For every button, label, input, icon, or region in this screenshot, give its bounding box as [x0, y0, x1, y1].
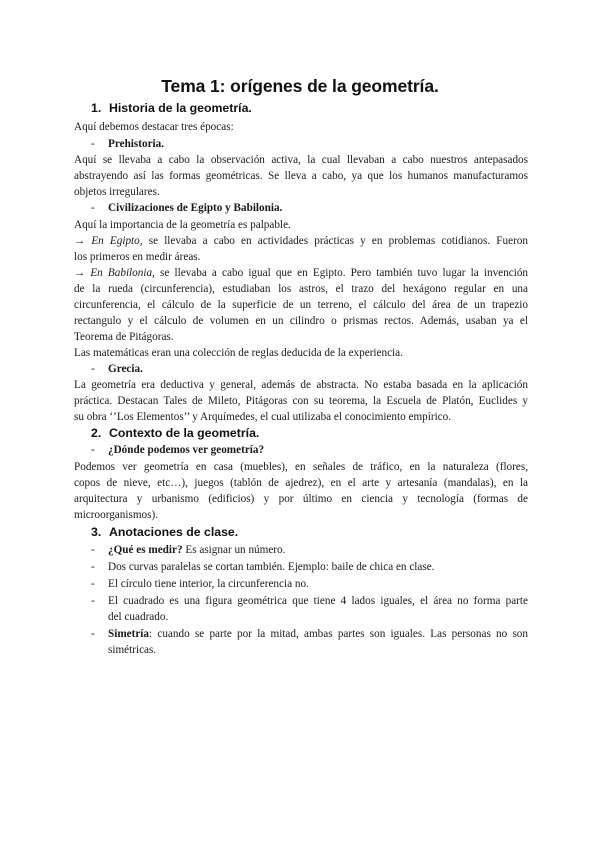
bullet-dash: - — [91, 202, 95, 214]
bullet-item — [91, 594, 108, 608]
paragraph-line: su obra ‘’Los Elementos’’ y Arquímedes, el cual utilizaba el conocimiento empírico. — [74, 411, 452, 423]
bullet-dash: - — [91, 595, 95, 607]
bullet-item — [91, 543, 285, 557]
bullet-label: Simetría — [108, 628, 150, 640]
section-3-heading — [91, 525, 238, 539]
bullet-item — [91, 560, 434, 574]
section-title: Anotaciones de clase. — [109, 525, 239, 539]
paragraph-line: objetos irregulares. — [74, 186, 160, 198]
paragraph-line: de la rueda (circunferencia), estudiaban los astros, el trazo del hexágono regular en una — [74, 283, 528, 295]
bullet-label: Civilizaciones de Egipto y Babilonia. — [108, 202, 283, 214]
paragraph-line: los primeros en medir áreas. — [74, 251, 201, 263]
paragraph-line: copos de nieve, etc…), juegos (tablón de ajedrez), en el arte y artesanía (mandalas), en la — [74, 477, 528, 489]
text-span: El círculo tiene interior, la circunferencia no. — [108, 578, 309, 590]
text-span: se llevaba a cabo en actividades prácticas y en problemas cotidianos. Fueron — [142, 235, 528, 247]
bullet-dash: - — [91, 363, 95, 375]
bullet-line — [108, 627, 528, 641]
emphasis: En Egipto, — [91, 235, 143, 247]
paragraph-line: Las matemáticas eran una colección de reglas deducida de la experiencia. — [74, 347, 403, 359]
bullet-dash: - — [91, 444, 95, 456]
page-title: Tema 1: orígenes de la geometría. — [161, 76, 439, 96]
section-1-heading — [91, 101, 252, 115]
bullet-line: del cuadrado. — [108, 611, 169, 623]
bullet-dash: - — [91, 544, 95, 556]
paragraph-line — [74, 266, 528, 280]
bullet-item — [91, 137, 164, 151]
section-number: 2. — [91, 426, 102, 440]
paragraph-line: abstrayendo así las formas geométricas. Se lleva a cabo, ya que los humanos manufacturamos — [74, 170, 528, 182]
section-number: 3. — [91, 525, 102, 539]
bullet-line: El cuadrado es una figura geométrica que tiene 4 lados iguales, el área no forma parte — [108, 595, 528, 607]
paragraph-line: Teorema de Pitágoras. — [74, 331, 174, 343]
arrow-icon: → — [74, 267, 86, 279]
section-2-heading — [91, 426, 259, 440]
section-title: Historia de la geometría. — [109, 101, 252, 115]
emphasis: En Babilonia, — [90, 267, 155, 279]
paragraph-line: arquitectura y urbanismo (edificios) y por último en ciencia y tecnología (formas de — [74, 493, 528, 505]
paragraph-line: rectangulo y el cálculo de volumen en un cilindro o prismas rectos. Además, usaban ya el — [74, 315, 528, 327]
paragraph-line: Aquí se llevaba a cabo la observación activa, la cual llevaban a cabo nuestros antepasados — [74, 154, 528, 166]
text-span: se llevaba a cabo igual que en Egipto. Pero también tuvo lugar la invención — [154, 267, 528, 279]
paragraph-line: microorganismos). — [74, 509, 158, 521]
arrow-icon: → — [74, 235, 86, 247]
section-title: Contexto de la geometría. — [109, 426, 260, 440]
bullet-item — [91, 577, 309, 591]
bullet-label: ¿Qué es medir? — [108, 544, 183, 556]
paragraph-line: Podemos ver geometría en casa (muebles), en señales de tráfico, en la naturaleza (flores, — [74, 461, 528, 473]
section-number: 1. — [91, 101, 102, 115]
bullet-label: ¿Dónde podemos ver geometría? — [108, 444, 265, 456]
text-span: Dos curvas paralelas se cortan también. Ejemplo: baile de chica en clase. — [108, 561, 435, 573]
bullet-dash: - — [91, 138, 95, 150]
bullet-item — [91, 201, 282, 215]
bullet-line: simétricas. — [108, 644, 157, 656]
bullet-dash: - — [91, 578, 95, 590]
paragraph-line: Aquí la importancia de la geometría es palpable. — [74, 219, 291, 231]
paragraph-line — [74, 234, 528, 248]
paragraph: Aquí debemos destacar tres épocas: — [74, 121, 234, 133]
bullet-dash: - — [91, 561, 95, 573]
text-span: : cuando se parte por la mitad, ambas partes son iguales. Las personas no son — [149, 628, 528, 640]
bullet-item — [91, 627, 108, 641]
paragraph-line: La geometría era deductiva y general, además de abstracta. No estaba basada en la aplicación — [74, 379, 528, 391]
bullet-label: Grecia. — [108, 363, 143, 375]
paragraph-line: práctica. Destacan Tales de Mileto, Pitágoras con su teorema, la Escuela de Platón, Euclides y — [74, 395, 528, 407]
paragraph-line: circunferencia, el cálculo de la superficie de un terreno, el cálculo del área de un trapezio — [74, 299, 528, 311]
bullet-label: Prehistoria. — [108, 138, 165, 150]
text-span: Es asignar un número. — [182, 544, 286, 556]
bullet-item — [91, 443, 264, 457]
bullet-dash: - — [91, 628, 95, 640]
bullet-item — [91, 362, 143, 376]
